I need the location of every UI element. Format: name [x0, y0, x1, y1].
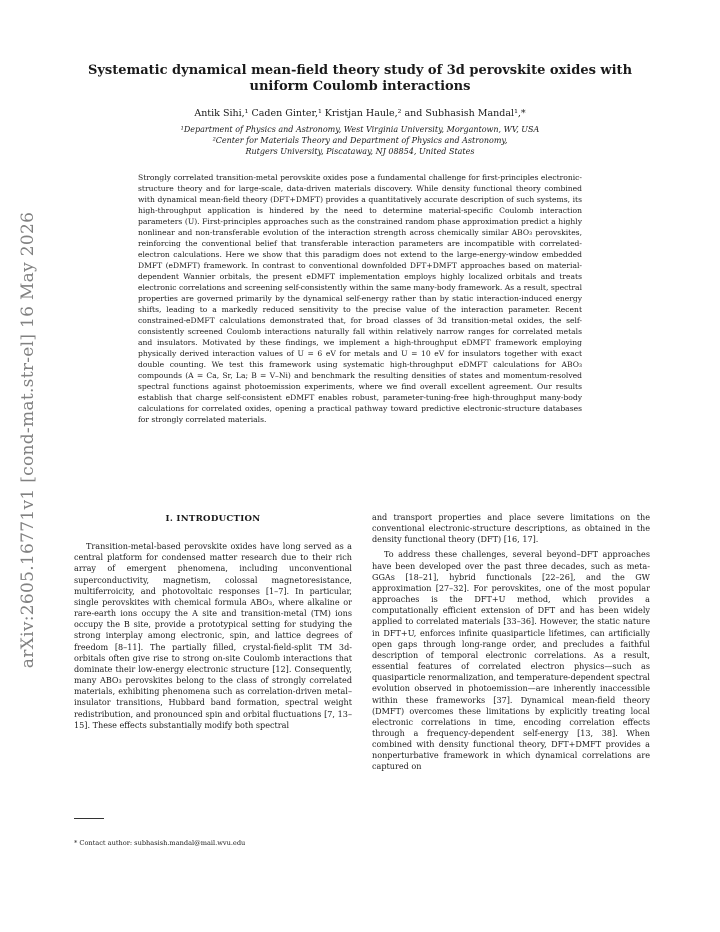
paper-title: Systematic dynamical mean-field theory study of 3d perovskite oxides with uniform Coulomb interactions [87, 63, 633, 94]
author-list: Antik Sihi,¹ Caden Ginter,¹ Kristjan Haule,² and Subhasish Mandal¹,* [194, 108, 526, 119]
column-right [372, 512, 650, 773]
paragraph: Transition-metal-based perovskite oxides have long served as a central platform for condensed matter research due to their rich array of emergent phenomena, including unconventional superconductivity, magnetism, colossal magnetoresistance, multiferroicity, and photovoltaic responses [1–7]. In particular, single perovskites with chemical formula ABO₃, where alkaline or rare-earth ions occupy the A site and transition-metal (TM) ions occupy the B site, provide a prototypical setting for studying the strong interplay among electronic, spin, and lattice degrees of freedom [8–11]. The partially filled, crystal-field-split TM 3d-orbitals often give rise to strong on-site Coulomb interactions that dominate their low-energy electronic structure [12]. Consequently, many ABO₃ perovskites belong to the class of strongly correlated materials, exhibiting phenomena such as correlation-driven metal–insulator transitions, Hubbard band formation, spectral weight redistribution, and pronounced spin and orbital fluctuations [7, 13–15]. These effects substantially modify both spectral [74, 541, 352, 730]
column-left [74, 514, 352, 731]
section-heading: I. INTRODUCTION [165, 514, 261, 524]
abstract: Strongly correlated transition-metal perovskite oxides pose a fundamental challenge for first-principles electronic-structure theory and for large-scale, data-driven materials discovery. While density functional theory combined with dynamical mean-field theory (DFT+DMFT) provides a quantitatively accurate description of such systems, its high-throughput application is hindered by the need to determine material-specific Coulomb interaction parameters (U). First-principles approaches such as the constrained random phase approximation predict a highly nonlinear and non-transferable evolution of the interaction strength across chemically similar ABO₃ perovskites, reinforcing the conventional belief that transferable interaction parameters are incompatible with correlated-electron calculations. Here we show that this paradigm does not extend to the large-energy-window embedded DMFT (eDMFT) framework. In contrast to conventional downfolded DFT+DMFT approaches based on material-dependent Wannier orbitals, the present eDMFT implementation employs highly localized orbitals and treats electronic correlations and screening self-consistently within the same many-body framework. As a result, spectral properties are governed primarily by the dynamical self-energy rather than by static interaction-induced energy shifts, leading to a markedly reduced sensitivity to the precise value of the interaction parameter. Recent constrained-eDMFT calculations demonstrated that, for broad classes of 3d transition-metal oxides, the self-consistently screened Coulomb interactions naturally fall within relatively narrow ranges for correlated metals and insulators. Motivated by these findings, we implement a high-throughput eDMFT framework employing physically derived interaction values of U = 6 eV for metals and U = 10 eV for insulators together with exact double counting. We test this framework using systematic high-throughput eDMFT calculations for ABO₃ compounds (A = Ca, Sr, La; B = V–Ni) and benchmark the resulting densities of states and momentum-resolved spectral functions against photoemission experiments, where we find overall excellent agreement. Our results establish that charge self-consistent eDMFT enables robust, parameter-tuning-free high-throughput many-body calculations for correlated oxides, opening a practical pathway toward predictive electronic-structure databases for strongly correlated materials. [138, 173, 582, 424]
arxiv-identifier: arXiv:2605.16771v1 [cond-mat.str-el] 16 May 2026 [18, 211, 38, 669]
contact-footnote: * Contact author: subhasish.mandal@mail.wvu.edu [74, 839, 246, 847]
paragraph: and transport properties and place severe limitations on the conventional electronic-structure descriptions, as obtained in the density functional theory (DFT) [16, 17]. [372, 512, 650, 545]
affiliation-line: ¹Department of Physics and Astronomy, West Virginia University, Morgantown, WV, USA [180, 125, 540, 134]
affiliations [60, 124, 660, 157]
arxiv-sidebar [10, 180, 46, 700]
footnote-divider [74, 818, 104, 819]
affiliation-line: ²Center for Materials Theory and Department of Physics and Astronomy, [212, 136, 508, 145]
affiliation-line: Rutgers University, Piscataway, NJ 08854, United States [245, 147, 475, 156]
paragraph: To address these challenges, several beyond–DFT approaches have been developed over the past three decades, such as meta-GGAs [18–21], hybrid functionals [22–26], and the GW approximation [27–32]. For perovskites, one of the most popular approaches is the DFT+U method, which provides a computationally efficient extension of DFT and has been widely applied to correlated materials [33–36]. However, the static nature in DFT+U, enforces infinite quasiparticle lifetimes, can artificially open gaps through long-range order, and precludes a faithful description of temporal electronic correlations. As a result, essential features of correlated electron physics—such as quasiparticle renormalization, and temperature-dependent spectral evolution observed in photoemission—are inherently inaccessible within these frameworks [37]. Dynamical mean-field theory (DMFT) overcomes these limitations by explicitly treating local electronic correlations in time, encoding correlation effects through a frequency-dependent self-energy [13, 38]. When combined with density functional theory, DFT+DMFT provides a nonperturbative framework in which dynamical correlations are captured on [372, 549, 651, 772]
